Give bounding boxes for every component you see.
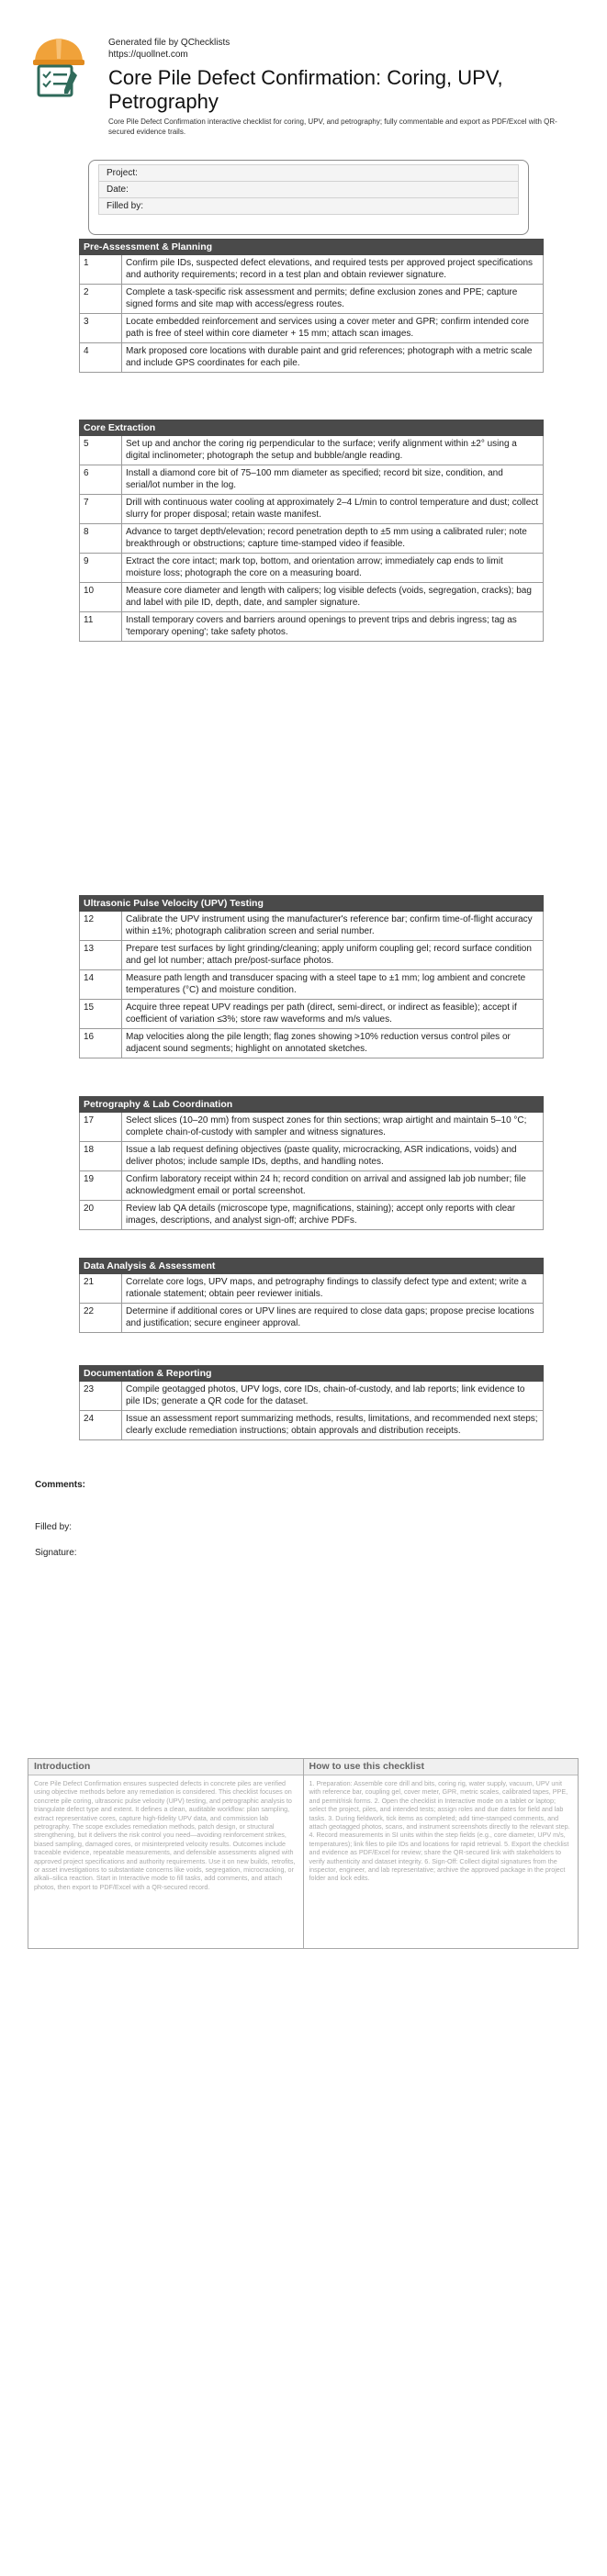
hard-hat-checklist-logo <box>26 33 92 99</box>
checklist-row[interactable] <box>79 314 544 343</box>
item-number: 15 <box>80 1000 122 1028</box>
checklist-row[interactable] <box>79 285 544 314</box>
filled-by-label: Filled by: <box>35 1522 73 1532</box>
item-text: Confirm laboratory receipt within 24 h; record condition on arrival and assigned lab job number; file acknowledgment email or portal screenshot. <box>126 1174 526 1196</box>
item-text: Determine if additional cores or UPV lines are required to close data gaps; propose precise locations and justification; secure engineer approval. <box>126 1306 534 1328</box>
section-title: Documentation & Reporting <box>79 1365 544 1382</box>
howto-title: How to use this checklist <box>304 1759 579 1775</box>
header-text <box>108 37 568 137</box>
section-petrography <box>79 1096 544 1230</box>
checklist-row[interactable] <box>79 343 544 373</box>
item-text: Extract the core intact; mark top, bottom, and orientation arrow; immediately cap ends to limit moisture loss; photograph the core on a measuring board. <box>126 556 503 578</box>
item-text: Acquire three repeat UPV readings per path (direct, semi-direct, or indirect as feasible); accept if coefficient of variation ≤3%; store raw waveforms and m/s values. <box>126 1002 517 1025</box>
generated-by: Generated file by QChecklists <box>108 38 230 48</box>
item-number: 11 <box>80 612 122 641</box>
checklist-row[interactable] <box>79 1142 544 1171</box>
item-text: Confirm pile IDs, suspected defect elevations, and required tests per approved project specifications and authority requirements; record in a test plan and obtain reviewer signature. <box>126 258 534 280</box>
item-text: Advance to target depth/elevation; record penetration depth to ±5 mm using a calibrated ruler; note breakthrough or obstructions; capture time-stamped video if feasible. <box>126 527 527 549</box>
project-field[interactable]: Project: <box>98 164 519 181</box>
page-title: Core Pile Defect Confirmation: Coring, UPV, Petrography <box>108 66 503 113</box>
item-text: Select slices (10–20 mm) from suspect zones for thin sections; wrap airtight and maintain 5–10 °C; complete chain-of-custody with sampler and witness signatures. <box>126 1115 527 1137</box>
item-text: Measure path length and transducer spacing with a steel tape to ±1 mm; log ambient and concrete temperatures (°C) and moisture condition. <box>126 973 526 995</box>
item-text: Measure core diameter and length with calipers; log visible defects (voids, segregation, cracks); bag and label with pile ID, depth, date, and sampler signature. <box>126 586 532 608</box>
page-header <box>26 28 577 147</box>
item-number: 20 <box>80 1201 122 1229</box>
checklist-row[interactable] <box>79 1029 544 1058</box>
item-number: 16 <box>80 1029 122 1058</box>
info-panels <box>28 1758 579 1949</box>
checklist-row[interactable] <box>79 1274 544 1304</box>
section-upv-testing <box>79 895 544 1058</box>
section-documentation <box>79 1365 544 1440</box>
checklist-row[interactable] <box>79 1000 544 1029</box>
item-text: Calibrate the UPV instrument using the manufacturer's reference bar; confirm time-of-flight accuracy within ±1%; photograph calibration screen and serial number. <box>126 914 533 936</box>
checklist-row[interactable] <box>79 970 544 1000</box>
project-info-box <box>88 160 529 235</box>
item-number: 12 <box>80 912 122 940</box>
item-number: 2 <box>80 285 122 313</box>
howto-panel <box>303 1759 579 1948</box>
checklist-row[interactable] <box>79 583 544 612</box>
item-text: Compile geotagged photos, UPV logs, core IDs, chain-of-custody, and lab reports; link evidence to pile IDs; generate a QR code for the dataset. <box>126 1384 525 1406</box>
item-number: 19 <box>80 1171 122 1200</box>
checklist-row[interactable] <box>79 1304 544 1333</box>
checklist-row[interactable] <box>79 495 544 524</box>
item-number: 24 <box>80 1411 122 1439</box>
item-number: 18 <box>80 1142 122 1170</box>
checklist-row[interactable] <box>79 554 544 583</box>
item-number: 22 <box>80 1304 122 1332</box>
checklist-row[interactable] <box>79 524 544 554</box>
item-number: 4 <box>80 343 122 372</box>
page-subtitle: Core Pile Defect Confirmation interactive checklist for coring, UPV, and petrography; fully commentable and export as PDF/Excel with QR-secured evidence trails. <box>108 118 557 136</box>
item-number: 6 <box>80 465 122 494</box>
item-number: 9 <box>80 554 122 582</box>
section-title: Petrography & Lab Coordination <box>79 1096 544 1113</box>
item-number: 3 <box>80 314 122 342</box>
item-number: 1 <box>80 255 122 284</box>
item-text: Complete a task-specific risk assessment and permits; define exclusion zones and PPE; capture signed forms and site map with access/egress routes. <box>126 287 518 309</box>
date-field[interactable]: Date: <box>98 181 519 197</box>
introduction-text: Core Pile Defect Confirmation ensures suspected defects in concrete piles are verified using objective methods before any remediation is considered. This checklist focuses on concrete pile coring, ultrasonic pulse velocity (UPV) testing, and petrographic analysis to triangulate defect type and extent. It defines a clean, auditable workflow: plan sampling, extract representative cores, capture high-fidelity UPV data, and commission lab petrography. The scope excludes remediation methods, patch design, or structural strengthening, but it delivers the risk control you need—avoiding reinforcement strikes, biased sampling, damaged cores, or misinterpreted velocity results. Outcomes include traceable evidence, repeatable measurements, and defensible assessments aligned with approved project specifications and authority requirements. Use it on new builds, retrofits, or asset investigations to substantiate concerns like voids, segregation, microcracking, or alkali–silica reaction. Start in Interactive mode to fill tasks, add comments, and attach photos, then export to PDF/Excel with a QR-secured record. <box>34 1779 296 1891</box>
checklist-row[interactable] <box>79 465 544 495</box>
comments-label: Comments: <box>35 1480 86 1490</box>
item-number: 8 <box>80 524 122 553</box>
introduction-title: Introduction <box>28 1759 303 1775</box>
item-number: 13 <box>80 941 122 969</box>
item-number: 23 <box>80 1382 122 1410</box>
item-text: Install a diamond core bit of 75–100 mm diameter as specified; record bit size, condition, and serial/lot number in the log. <box>126 468 503 490</box>
item-number: 17 <box>80 1113 122 1141</box>
item-number: 10 <box>80 583 122 611</box>
item-number: 21 <box>80 1274 122 1303</box>
checklist-row[interactable] <box>79 1171 544 1201</box>
checklist-row[interactable] <box>79 1201 544 1230</box>
checklist-row[interactable] <box>79 1382 544 1411</box>
site-url[interactable]: https://quollnet.com <box>108 50 188 60</box>
item-text: Issue an assessment report summarizing methods, results, limitations, and recommended next steps; clearly exclude remediation instructions; obtain approvals and distribution receipts. <box>126 1414 538 1436</box>
checklist-row[interactable] <box>79 612 544 642</box>
section-pre-assessment <box>79 239 544 373</box>
item-number: 5 <box>80 436 122 465</box>
checklist-row[interactable] <box>79 436 544 465</box>
item-text: Set up and anchor the coring rig perpendicular to the surface; verify alignment within ±2° using a digital inclinometer; photograph the setup and bubble/angle reading. <box>126 439 517 461</box>
item-text: Mark proposed core locations with durable paint and grid references; photograph with a metric scale and include GPS coordinates for each pile. <box>126 346 533 368</box>
item-text: Issue a lab request defining objectives (paste quality, microcracking, ASR indications, voids) and deliver photos; include sample IDs, depths, and handling notes. <box>126 1145 517 1167</box>
introduction-panel <box>28 1759 303 1948</box>
checklist-row[interactable] <box>79 255 544 285</box>
item-text: Correlate core logs, UPV maps, and petrography findings to classify defect type and extent; write a rationale statement; obtain peer reviewer initials. <box>126 1277 527 1299</box>
filled-by-field[interactable]: Filled by: <box>98 197 519 215</box>
section-core-extraction <box>79 420 544 642</box>
item-number: 14 <box>80 970 122 999</box>
section-title: Ultrasonic Pulse Velocity (UPV) Testing <box>79 895 544 912</box>
section-title: Data Analysis & Assessment <box>79 1258 544 1274</box>
section-data-analysis <box>79 1258 544 1333</box>
checklist-row[interactable] <box>79 941 544 970</box>
checklist-row[interactable] <box>79 1411 544 1440</box>
item-number: 7 <box>80 495 122 523</box>
howto-text: 1. Preparation: Assemble core drill and bits, coring rig, water supply, vacuum, UPV unit with reference bar, coupling gel, cover meter, GPR, metric scales, calibrated tapes, PPE, and permit/risk forms. 2. Open the checklist in Interactive mode on a tablet or laptop; select the project, piles, and intended tests; assign roles and due dates for field and lab tasks. 3. During fieldwork, tick items as completed; add time-stamped comments, and attach geotagged photos, scans, and instrument screenshots directly to the relevant step. 4. Record measurements in SI units within the step fields (e.g., core diameter, UPV m/s, temperatures); link files to pile IDs and locations for rapid retrieval. 5. Export the checklist and evidence as PDF/Excel for review; share the QR-secured link with stakeholders to verify authenticity and dataset integrity. 6. Sign-Off: Collect digital signatures from the inspector, engineer, and lab representative; archive the approved package in the project folder and lock edits. <box>309 1779 570 1883</box>
item-text: Install temporary covers and barriers around openings to prevent trips and debris ingress; tag as 'temporary opening'; take safety photos. <box>126 615 517 637</box>
checklist-row[interactable] <box>79 912 544 941</box>
item-text: Drill with continuous water cooling at approximately 2–4 L/min to control temperature and dust; collect slurry for proper disposal; retain waste manifest. <box>126 498 539 520</box>
checklist-row[interactable] <box>79 1113 544 1142</box>
item-text: Map velocities along the pile length; flag zones showing >10% reduction versus control piles or adjacent sound segments; highlight on annotated sketches. <box>126 1032 511 1054</box>
item-text: Review lab QA details (microscope type, magnifications, staining); accept only reports with clear images, descriptions, and analyst sign-off; archive PDFs. <box>126 1204 516 1226</box>
signature-label: Signature: <box>35 1548 77 1558</box>
section-title: Pre-Assessment & Planning <box>79 239 544 255</box>
item-text: Prepare test surfaces by light grinding/cleaning; apply uniform coupling gel; record surface condition and gel lot number; attach pre/post-surface photos. <box>126 944 532 966</box>
section-title: Core Extraction <box>79 420 544 436</box>
item-text: Locate embedded reinforcement and services using a cover meter and GPR; confirm intended core path is free of steel within core diameter + 15 mm; attach scan images. <box>126 317 530 339</box>
